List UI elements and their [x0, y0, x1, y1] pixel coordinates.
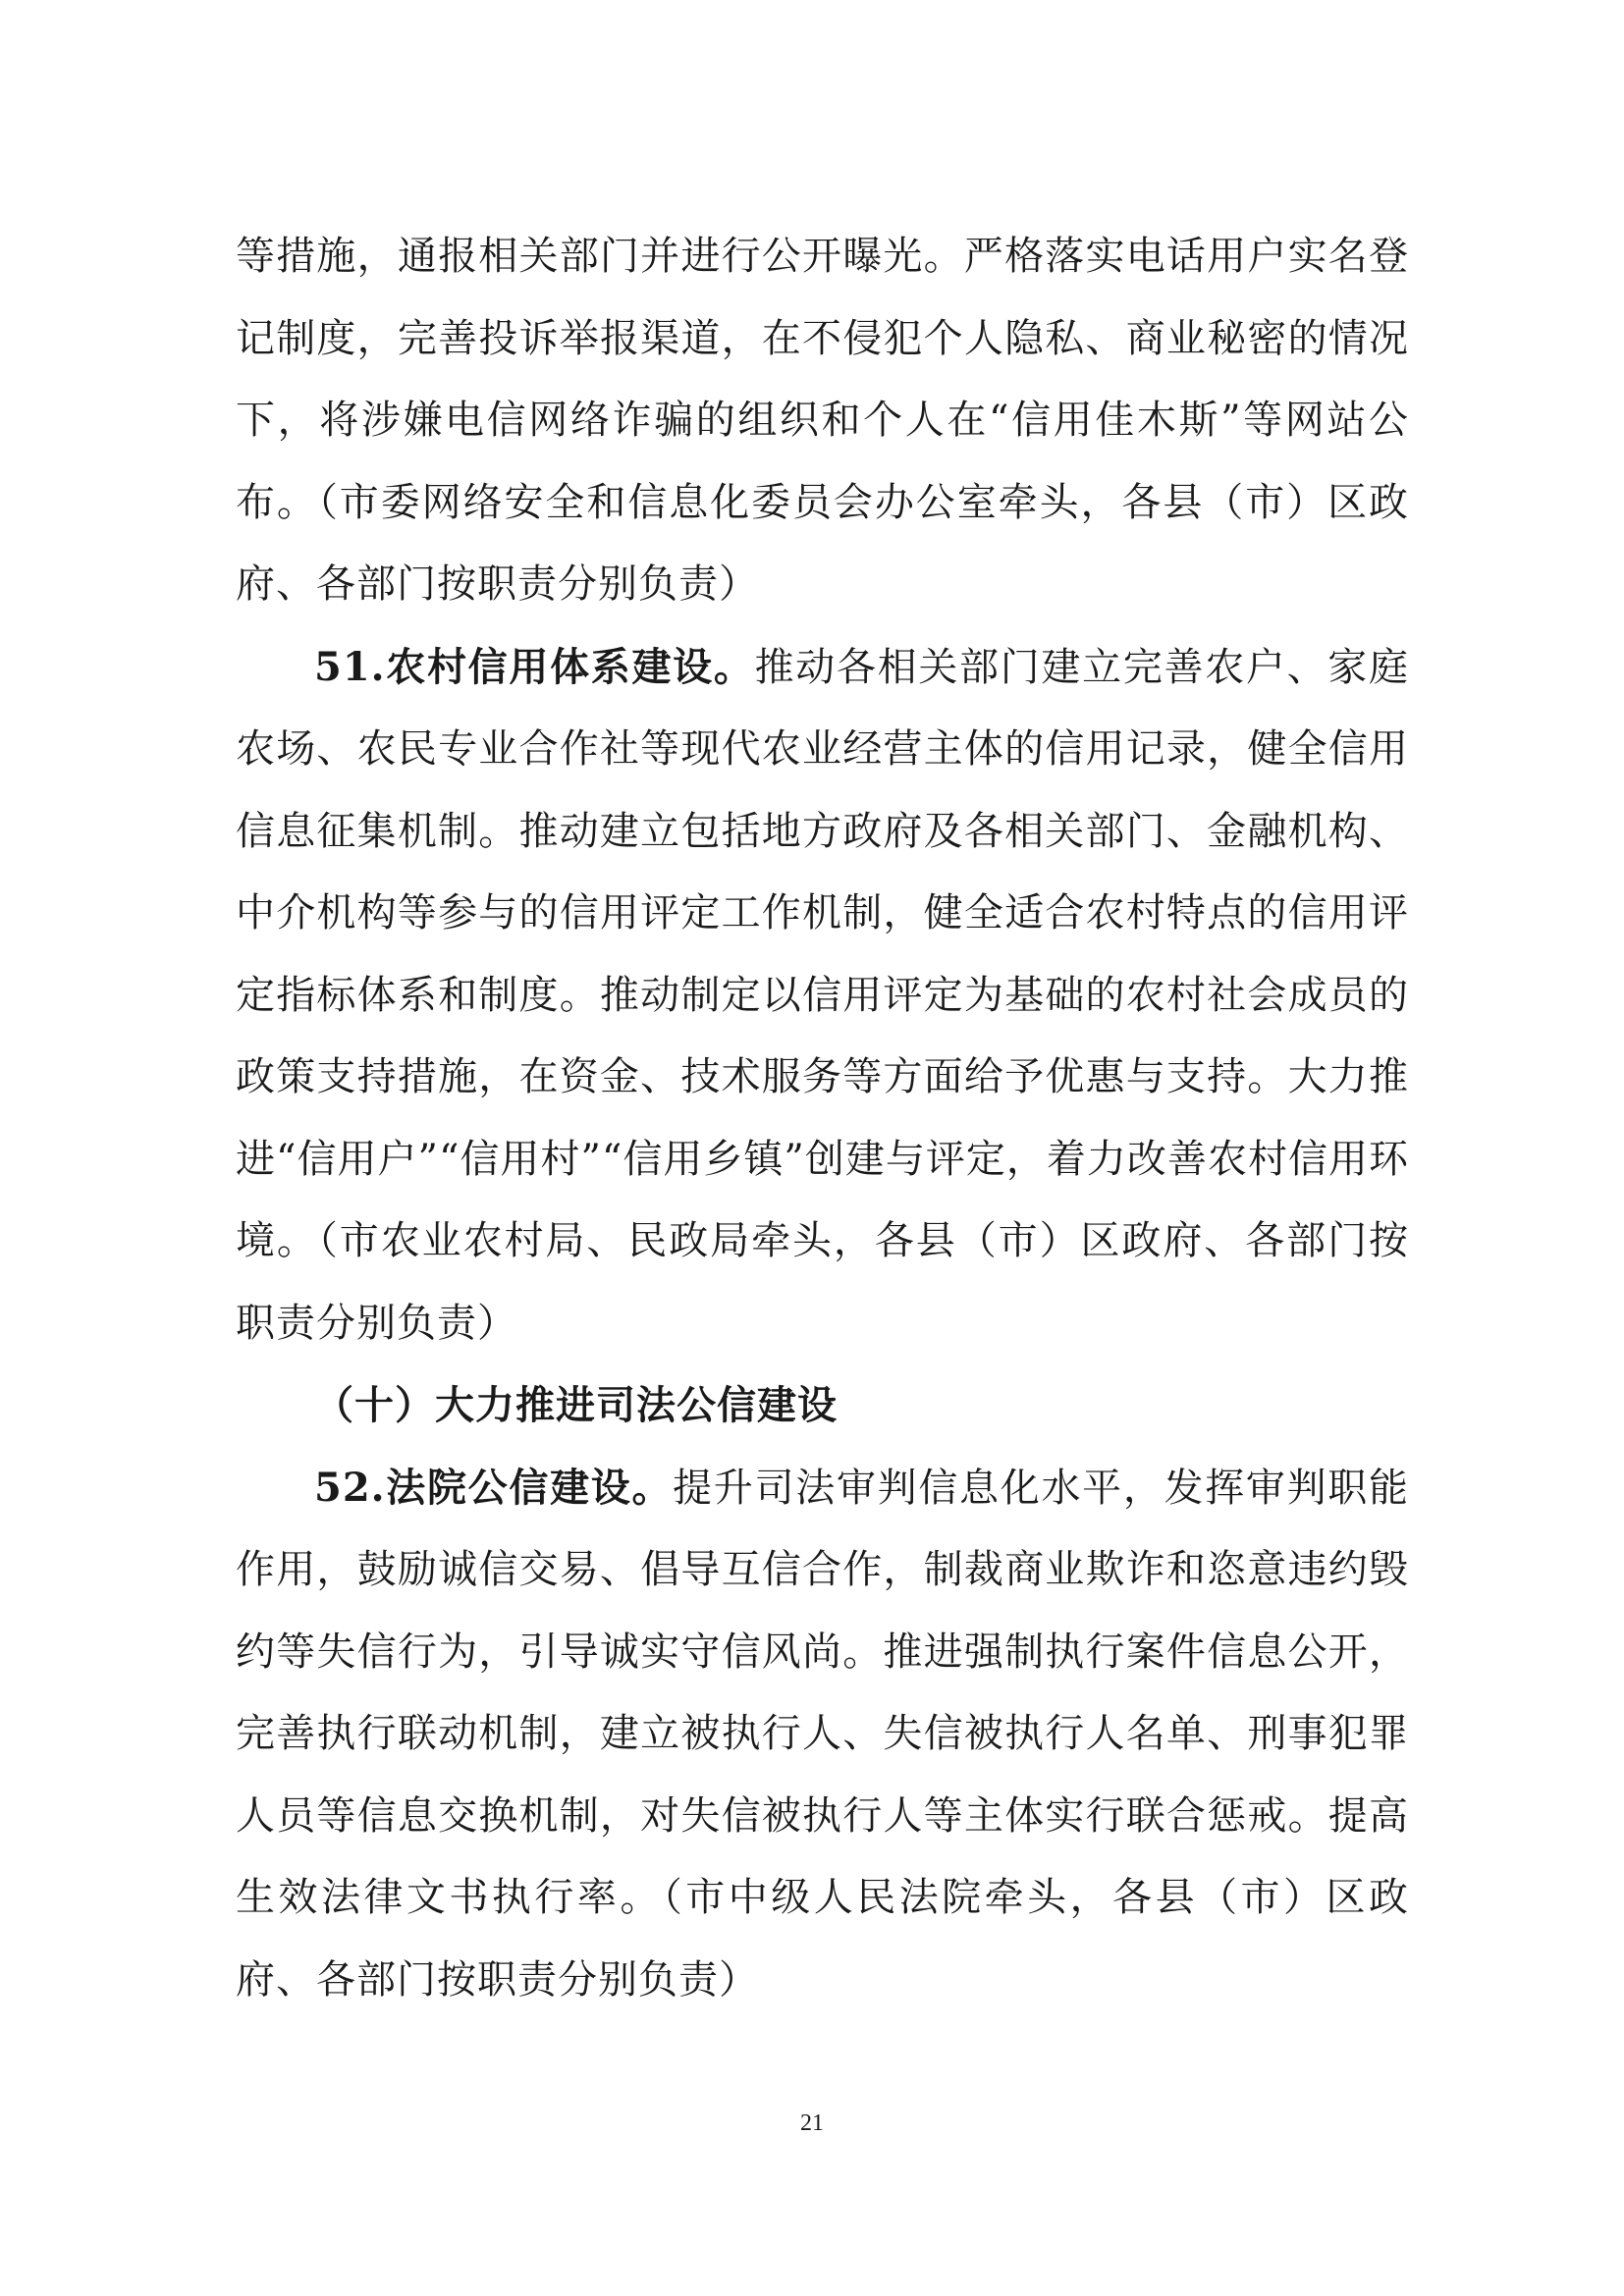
item-51-title: 51.农村信用体系建设。 [314, 643, 755, 690]
section-heading-10: （十）大力推进司法公信建设 [314, 1382, 838, 1428]
continuation-paragraph: 等措施，通报相关部门并进行公开曝光。严格落实电话用户实名登记制度，完善投诉举报渠道，在不侵犯个人隐私、商业秘密的情况下，将涉嫌电信网络诈骗的组织和个人在“信用佳木斯”等网站公布。（市委网络安全和信息化委员会办公室牵头，各县（市）区政府、各部门按职责分别负责） [236, 234, 1409, 607]
item-52-title: 52.法院公信建设。 [314, 1464, 674, 1511]
item-52-paragraph [236, 1447, 1409, 2022]
item-51-body: 推动各相关部门建立完善农户、家庭农场、农民专业合作社等现代农业经营主体的信用记录，健全信用信息征集机制。推动建立包括地方政府及各相关部门、金融机构、中介机构等参与的信用评定工作机制，健全适合农村特点的信用评定指标体系和制度。推动制定以信用评定为基础的农村社会成员的政策支持措施，在资金、技术服务等方面给予优惠与支持。大力推进“信用户”“信用村”“信用乡镇”创建与评定，着力改善农村信用环境。（市农业农村局、民政局牵头，各县（市）区政府、各部门按职责分别负责） [236, 644, 1410, 1346]
item-51-paragraph [236, 626, 1409, 1365]
page-number: 21 [800, 2110, 824, 2136]
document-body [236, 216, 1409, 2021]
item-52-body: 提升司法审判信息化水平，发挥审判职能作用，鼓励诚信交易、倡导互信合作，制裁商业欺诈和恣意违约毁约等失信行为，引导诚实守信风尚。推进强制执行案件信息公开，完善执行联动机制，建立被执行人、失信被执行人名单、刑事犯罪人员等信息交换机制，对失信被执行人等主体实行联合惩戒。提高生效法律文书执行率。（市中级人民法院牵头，各县（市）区政府、各部门按职责分别负责） [236, 1465, 1410, 2002]
